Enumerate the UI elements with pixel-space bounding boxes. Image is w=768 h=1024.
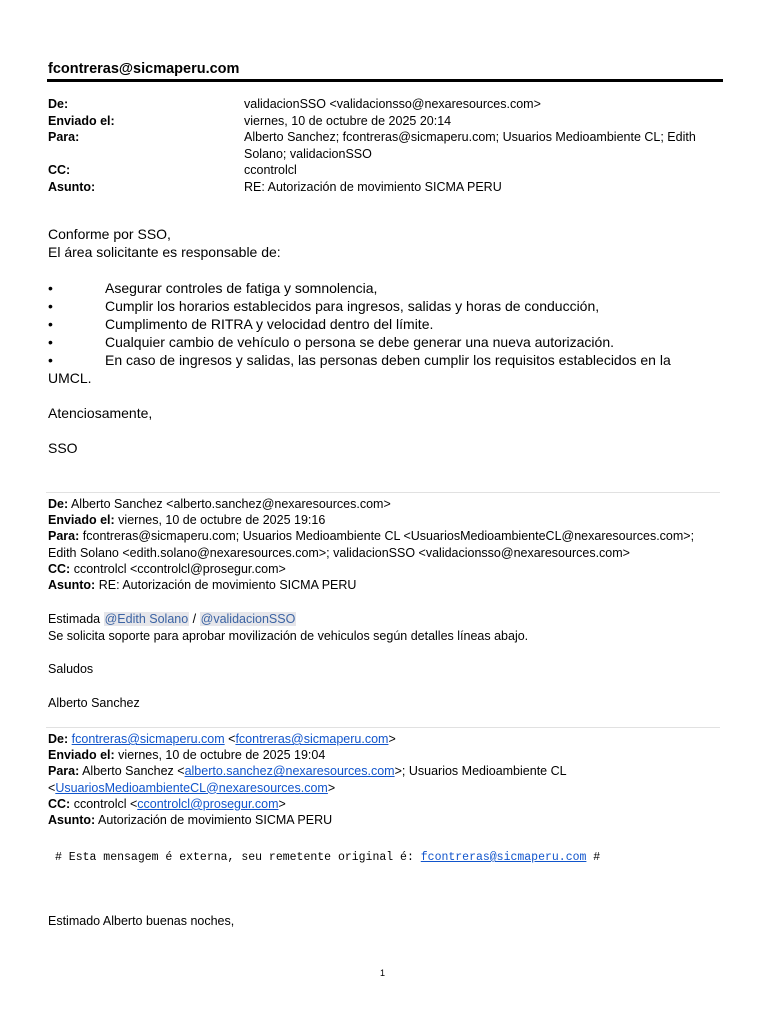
- header-label: De:: [48, 97, 69, 111]
- mention-edith-solano[interactable]: @Edith Solano: [104, 612, 189, 626]
- page-number: 1: [380, 968, 386, 978]
- header-value: viernes, 10 de octubre de 2025 20:14: [244, 113, 452, 128]
- greeting-line: Estimada @Edith Solano / @validacionSSO: [48, 612, 296, 626]
- email-link[interactable]: fcontreras@sicmaperu.com: [420, 851, 587, 864]
- header-row-from: [48, 96, 728, 113]
- body-paragraph: Conforme por SSO,: [48, 226, 171, 242]
- header-value: [244, 129, 728, 162]
- bullet-marker: •: [48, 298, 53, 314]
- reply-body: [48, 225, 718, 457]
- closing: Atenciosamente,: [48, 405, 153, 421]
- fwd-subject: Asunto: RE: Autorización de movimiento SICMA PERU: [48, 578, 357, 593]
- list-item: [48, 333, 718, 351]
- header-value: RE: Autorización de movimiento SICMA PERU: [244, 179, 502, 194]
- mailbox-owner-title: fcontreras@sicmaperu.com: [48, 61, 240, 77]
- signature: SSO: [48, 440, 78, 456]
- signature: Alberto Sanchez: [48, 695, 140, 710]
- closing: Saludos: [48, 662, 94, 676]
- list-item: [48, 315, 718, 333]
- fwd-from: De: Alberto Sanchez <alberto.sanchez@nexaresources.com>: [48, 497, 391, 511]
- fwd-cc: CC: ccontrolcl <ccontrolcl@prosegur.com>: [48, 561, 286, 576]
- fwd-sent: Enviado el: viernes, 10 de octubre de 2025 19:04: [48, 748, 326, 763]
- bullet-list: [48, 279, 718, 387]
- forwarded-header-2: [48, 731, 728, 828]
- separator: [46, 727, 720, 728]
- header-value-line: Solano; validacionSSO: [244, 146, 372, 161]
- body-paragraph: El área solicitante es responsable de:: [48, 244, 281, 260]
- title-rule: [47, 79, 723, 82]
- email-link[interactable]: fcontreras@sicmaperu.com: [71, 732, 225, 746]
- fwd-to-continued: Edith Solano <edith.solano@nexaresources.com>; validacionSSO <validacionsso@nexaresources.com>: [48, 545, 630, 560]
- fwd-to: Para: Alberto Sanchez <alberto.sanchez@nexaresources.com>; Usuarios Medioambiente CL: [48, 764, 567, 779]
- email-link[interactable]: ccontrolcl@prosegur.com: [137, 796, 279, 811]
- bullet-marker: •: [48, 280, 53, 296]
- list-item: [48, 297, 718, 315]
- email-header: [48, 96, 728, 195]
- email-link[interactable]: UsuariosMedioambienteCL@nexaresources.com: [55, 780, 328, 795]
- bullet-marker: •: [48, 316, 53, 332]
- message-line: Se solicita soporte para aprobar movilización de vehiculos según detalles líneas abajo.: [48, 628, 529, 643]
- fwd-to-continued: <UsuariosMedioambienteCL@nexaresources.com>: [48, 780, 336, 795]
- bullet-marker: •: [48, 334, 53, 350]
- mention-validacionsso[interactable]: @validacionSSO: [200, 612, 296, 626]
- list-item-text: En caso de ingresos y salidas, las personas deben cumplir los requisitos establecidos en la: [105, 352, 671, 368]
- header-label: Para:: [48, 130, 80, 144]
- list-item: [48, 351, 718, 369]
- message-1: [48, 611, 728, 711]
- email-link[interactable]: fcontreras@sicmaperu.com: [235, 732, 389, 746]
- header-label: CC:: [48, 163, 71, 177]
- list-item-text: Cumplimento de RITRA y velocidad dentro del límite.: [105, 316, 434, 332]
- header-value: ccontrolcl: [244, 163, 297, 177]
- fwd-sent: Enviado el: viernes, 10 de octubre de 2025 19:16: [48, 513, 326, 528]
- forwarded-header-1: [48, 496, 728, 593]
- header-value: validacionSSO <validacionsso@nexaresources.com>: [244, 97, 541, 111]
- list-item-text: Cualquier cambio de vehículo o persona se debe generar una nueva autorización.: [105, 334, 615, 350]
- separator: [46, 492, 720, 493]
- external-sender-notice: # Esta mensagem é externa, seu remetente original é: fcontreras@sicmaperu.com #: [55, 851, 601, 864]
- header-row-to: [48, 129, 728, 162]
- fwd-from: De: fcontreras@sicmaperu.com <fcontreras@sicmaperu.com>: [48, 732, 396, 746]
- email-link[interactable]: alberto.sanchez@nexaresources.com: [184, 764, 395, 779]
- fwd-to: Para: fcontreras@sicmaperu.com; Usuarios Medioambiente CL <UsuariosMedioambienteCL@nexaresources.com>;: [48, 529, 695, 544]
- header-value-line: Alberto Sanchez; fcontreras@sicmaperu.com; Usuarios Medioambiente CL; Edith: [244, 130, 696, 144]
- list-item-continuation: UMCL.: [48, 370, 92, 386]
- fwd-cc: CC: ccontrolcl <ccontrolcl@prosegur.com>: [48, 796, 286, 811]
- list-item-text: Asegurar controles de fatiga y somnolencia,: [105, 280, 378, 296]
- header-label: Asunto:: [48, 179, 96, 194]
- list-item: [48, 279, 718, 297]
- header-row-cc: [48, 162, 728, 179]
- header-label: Enviado el:: [48, 113, 115, 128]
- bullet-marker: •: [48, 352, 53, 368]
- header-row-sent: [48, 113, 728, 130]
- fwd-subject: Asunto: Autorización de movimiento SICMA PERU: [48, 813, 333, 828]
- header-row-subject: [48, 179, 728, 196]
- message-2-greeting: Estimado Alberto buenas noches,: [48, 914, 235, 928]
- list-item-text: Cumplir los horarios establecidos para ingresos, salidas y horas de conducción,: [105, 298, 600, 314]
